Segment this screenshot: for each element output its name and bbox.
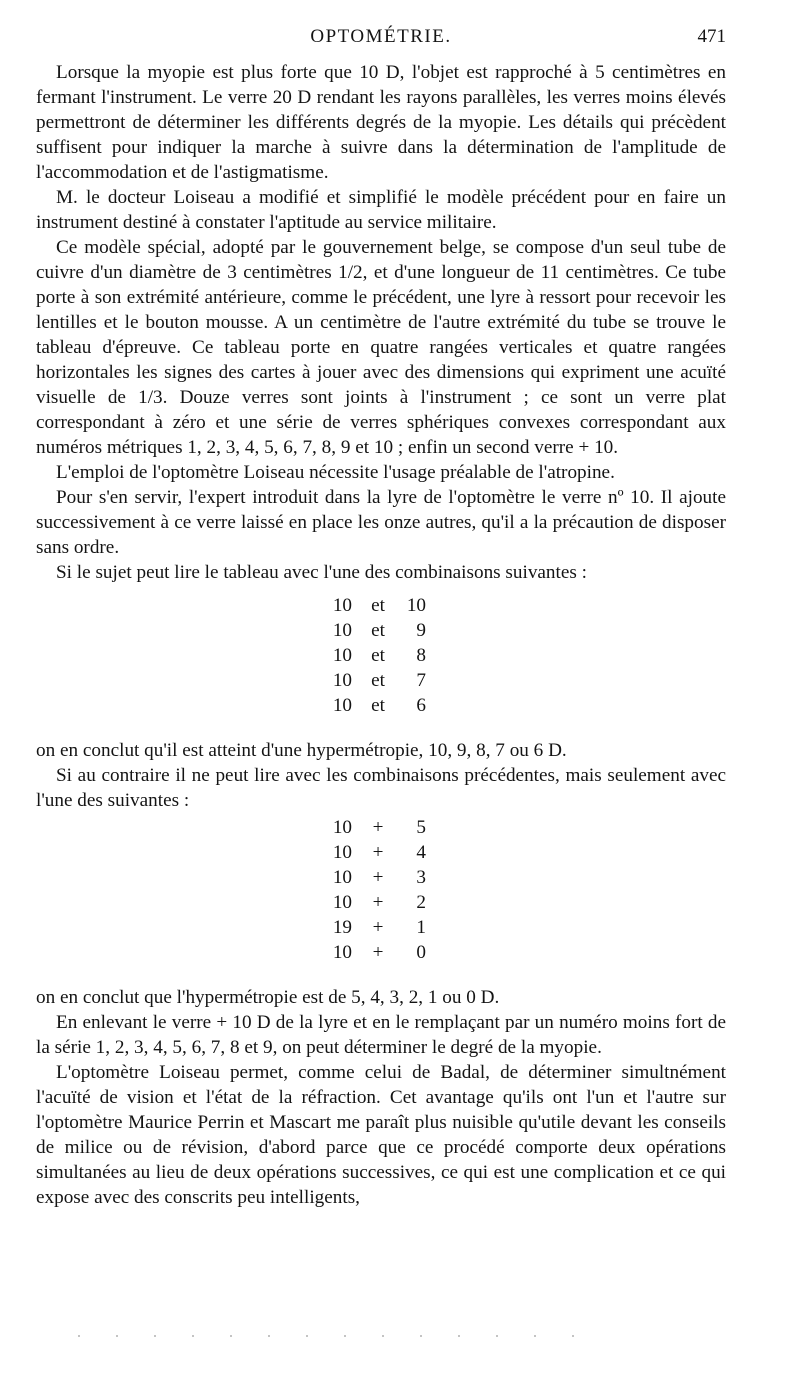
table-cell: 10 bbox=[332, 867, 352, 888]
table-cell: 3 bbox=[416, 867, 426, 888]
table-row bbox=[36, 593, 726, 618]
paragraph: on en conclut qu'il est atteint d'une hypermétropie, 10, 9, 8, 7 ou 6 D. bbox=[36, 740, 567, 761]
table-cell: 10 bbox=[332, 595, 352, 616]
table-cell: + bbox=[372, 867, 384, 888]
table-cell: 5 bbox=[416, 817, 426, 838]
table-cell: et bbox=[371, 620, 385, 641]
table-cell: et bbox=[371, 595, 385, 616]
table-row bbox=[36, 840, 726, 865]
table-cell: 10 bbox=[332, 942, 352, 963]
paragraph: L'optomètre Loiseau permet, comme celui de Badal, de déterminer simultnément l'acuïté de vision et l'état de la réfraction. Cet avantage qu'ils ont l'un et l'autre sur l'optomètre Maurice Perrin et Mascart me paraît plus nuisible qu'utile devant les conseils de milice ou de révision, d'abord parce que ce procédé comporte deux opérations simultanées au lieu de deux opérations successives, ce qui est une complication et ce qui expose avec des conscrits peu intelligents, bbox=[36, 1062, 726, 1208]
table-cell: et bbox=[371, 645, 385, 666]
paragraph: M. le docteur Loiseau a modifié et simplifié le modèle précédent pour en faire un instrument destiné à constater l'aptitude au service militaire. bbox=[36, 187, 726, 233]
table-cell: et bbox=[371, 670, 385, 691]
running-title: OPTOMÉTRIE. bbox=[310, 26, 452, 47]
table-cell: et bbox=[371, 695, 385, 716]
page-number: 471 bbox=[697, 26, 726, 47]
table-row bbox=[36, 643, 726, 668]
paragraph: Si au contraire il ne peut lire avec les combinaisons précédentes, mais seulement avec l'une des suivantes : bbox=[36, 765, 726, 811]
table-row bbox=[36, 693, 726, 718]
table-cell: + bbox=[372, 817, 384, 838]
running-header bbox=[36, 26, 726, 54]
table-cell: 2 bbox=[416, 892, 426, 913]
table-cell: 10 bbox=[332, 892, 352, 913]
table-cell: 10 bbox=[406, 595, 426, 616]
paragraph: Pour s'en servir, l'expert introduit dans la lyre de l'optomètre le verre nº 10. Il ajoute successivement à ce verre laissé en place les onze autres, qu'il a la précaution de disposer sans ordre. bbox=[36, 487, 726, 558]
paragraph: Ce modèle spécial, adopté par le gouvernement belge, se compose d'un seul tube de cuivre d'un diamètre de 3 centimètres 1/2, et d'une longueur de 11 centimètres. Ce tube porte à son extrémité antérieure, comme le précédent, une lyre à ressort pour recevoir les lentilles et le bouton mousse. A un centimètre de l'autre extrémité du tube se trouve le tableau d'épreuve. Ce tableau porte en quatre rangées verticales et quatre rangées horizontales les signes des cartes à jouer avec des dimensions qui expriment une acuïté visuelle de 1/3. Douze verres sont joints à l'instrument ; ce sont un verre plat correspondant à zéro et une série de verres sphériques convexes correspondant aux numéros métriques 1, 2, 3, 4, 5, 6, 7, 8, 9 et 10 ; enfin un second verre + 10. bbox=[36, 237, 726, 458]
table-row bbox=[36, 940, 726, 965]
table-cell: 1 bbox=[416, 917, 426, 938]
table-cell: 8 bbox=[416, 645, 426, 666]
table-cell: 10 bbox=[332, 645, 352, 666]
table-cell: 0 bbox=[416, 942, 426, 963]
combination-table-et bbox=[36, 593, 726, 718]
table-row bbox=[36, 815, 726, 840]
table-cell: + bbox=[372, 842, 384, 863]
table-cell: + bbox=[372, 892, 384, 913]
combination-table-plus bbox=[36, 815, 726, 965]
table-cell: 7 bbox=[416, 670, 426, 691]
table-cell: 4 bbox=[416, 842, 426, 863]
table-row bbox=[36, 865, 726, 890]
table-cell: 10 bbox=[332, 620, 352, 641]
table-cell: 10 bbox=[332, 842, 352, 863]
table-cell: 6 bbox=[416, 695, 426, 716]
table-row bbox=[36, 668, 726, 693]
table-row bbox=[36, 915, 726, 940]
paragraph: Si le sujet peut lire le tableau avec l'une des combinaisons suivantes : bbox=[56, 562, 587, 583]
table-cell: 9 bbox=[416, 620, 426, 641]
paragraph: on en conclut que l'hypermétropie est de 5, 4, 3, 2, 1 ou 0 D. bbox=[36, 987, 500, 1008]
page-body bbox=[36, 60, 726, 1210]
table-cell: 19 bbox=[332, 917, 352, 938]
paragraph: Lorsque la myopie est plus forte que 10 D, l'objet est rapproché à 5 centimètres en fermant l'instrument. Le verre 20 D rendant les rayons parallèles, les verres moins élevés permettront de déterminer les différents degrés de la myopie. Les détails qui précèdent suffisent pour indiquer la marche à suivre dans la détermination de l'amplitude de l'accommodation et de l'astigmatisme. bbox=[36, 62, 726, 183]
table-cell: 10 bbox=[332, 817, 352, 838]
table-cell: + bbox=[372, 942, 384, 963]
table-cell: 10 bbox=[332, 670, 352, 691]
paragraph: L'emploi de l'optomètre Loiseau nécessite l'usage préalable de l'atropine. bbox=[56, 462, 615, 483]
paragraph: En enlevant le verre + 10 D de la lyre et en le remplaçant par un numéro moins fort de la série 1, 2, 3, 4, 5, 6, 7, 8 et 9, on peut déterminer le degré de la myopie. bbox=[36, 1012, 726, 1058]
bleed-through-marks bbox=[60, 1335, 580, 1337]
table-row bbox=[36, 890, 726, 915]
table-cell: 10 bbox=[332, 695, 352, 716]
table-cell: + bbox=[372, 917, 384, 938]
table-row bbox=[36, 618, 726, 643]
